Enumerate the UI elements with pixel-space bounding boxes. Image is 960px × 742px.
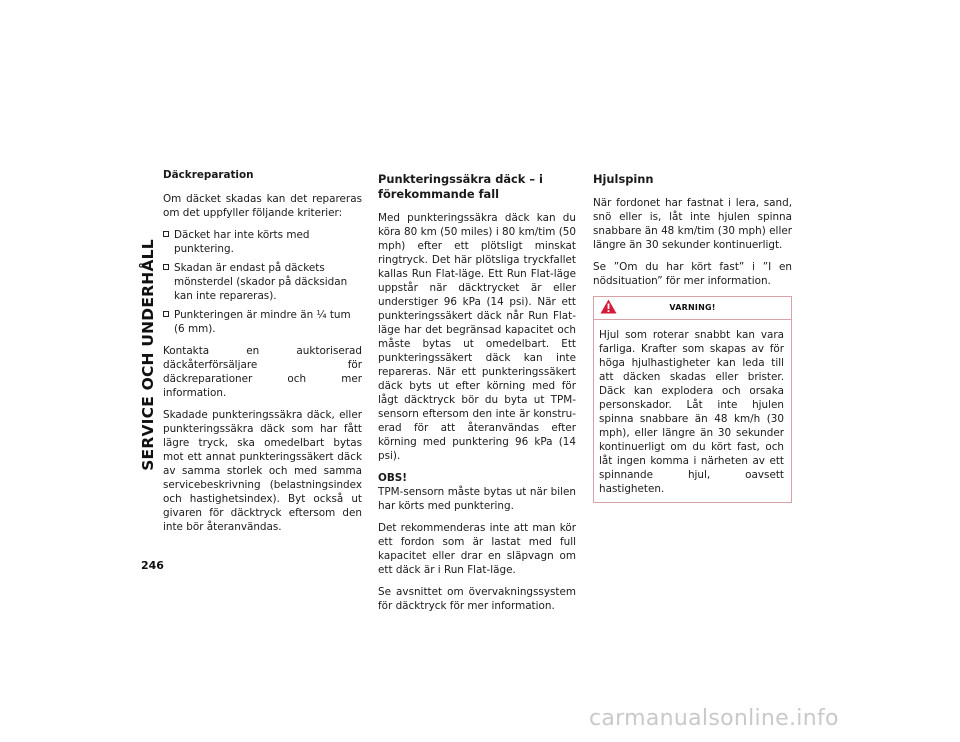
paragraph-stuck: När fordonet har fastnat i lera, sand, snö eller is, låt inte hjulen spinna snabbare än 48 km/tim (30 mph) eller längre än 30 sekunder kontinuerligt. (593, 197, 792, 251)
heading-run-flat: Punkteringssäkra däck – i förekommande fall (378, 172, 543, 201)
list-item: Skadan är endast på däckets mönsterdel (skador på däcksidan kan inte repareras). (163, 261, 362, 303)
heading-tire-repair: Däckreparation (163, 169, 254, 181)
paragraph-towing: Det rekommenderas inte att man kör ett fordon som är lastat med full kapacitet eller drar en släpvagn om ett däck är i Run Flat-läge. (378, 522, 576, 576)
heading-wheel-spin: Hjulspinn (593, 172, 654, 186)
list-item: Däcket har inte körts med punktering. (163, 228, 362, 256)
note-block (378, 471, 576, 513)
note-label: OBS! (378, 472, 407, 484)
list-item: Punkteringen är mindre än ¼ tum (6 mm). (163, 308, 362, 336)
warning-text: Hjul som roterar snabbt kan vara farliga. Krafter som skapas av för höga hjulhastigheter kan leda till att däcken skadas eller brister. Däck kan explodera och orsaka personskador. Låt inte hjulen spinna snabbare än 48 km/h (30 mph), eller längre än 30 sekunder kontinuerligt om du kört fast, och låt ingen komma i närheten av ett spinnande hjul, oavsett hastigheten. (599, 329, 784, 495)
column-tire-repair (163, 168, 362, 542)
watermark: carmanualsonline.info (589, 706, 839, 731)
warning-triangle-icon (600, 299, 617, 314)
section-title: SERVICE OCH UNDERHÅLL (139, 239, 158, 471)
warning-title: VARNING! (669, 303, 716, 312)
paragraph-see-tpms: Se avsnittet om övervakningssystem för däcktryck för mer information. (378, 586, 576, 612)
warning-header (594, 297, 791, 320)
warning-box (593, 296, 792, 503)
section-title-vertical (137, 170, 159, 540)
paragraph-run-flat-mode: Med punkteringssäkra däck kan du köra 80 km (50 miles) i 80 km/tim (50 mph) efter ett plötsligt minskat ringtryck. Det här plötsliga tryckfallet kallas Run Flat-läge. Ett Run Flat-läge uppstår när däcktrycket är eller understiger 96 kPa (14 psi). När ett punkteringssäkert däck når Run Flat-läge har det begränsad kapacitet och måste bytas ut omedelbart. Ett punkteringssäkert däck kan inte repareras. När ett punkteringssäkert däck byts ut efter körning med för lågt däcktryck bör du byta ut TPM-sensorn eftersom den inte är konstruerad för att återanvändas efter körning med punktering 96 kPa (14 psi). (378, 212, 576, 462)
paragraph-see-emergency: Se ”Om du har kört fast” i ”I en nödsituation” för mer information. (593, 261, 792, 287)
repair-criteria-list (163, 228, 362, 336)
column-wheel-spin (593, 172, 792, 503)
paragraph-contact-dealer: Kontakta en auktoriserad däckåterförsäljare för däckreparationer och mer information. (163, 345, 362, 399)
tire-repair-intro: Om däcket skadas kan det repareras om det uppfyller följande kriterier: (163, 193, 362, 219)
note-text: TPM-sensorn måste bytas ut när bilen har körts med punktering. (378, 486, 576, 512)
column-run-flat (378, 172, 576, 621)
page-number: 246 (141, 559, 164, 572)
paragraph-damaged-runflat: Skadade punkteringssäkra däck, eller punkteringssäkra däck som har fått lägre tryck, ska omedelbart bytas mot ett annat punkteringssäkert däck av samma storlek och med samma servicebeskrivning (belastningsindex och hastighetsindex). Byt också ut givaren för däcktryck eftersom den inte bör återanvändas. (163, 409, 362, 533)
